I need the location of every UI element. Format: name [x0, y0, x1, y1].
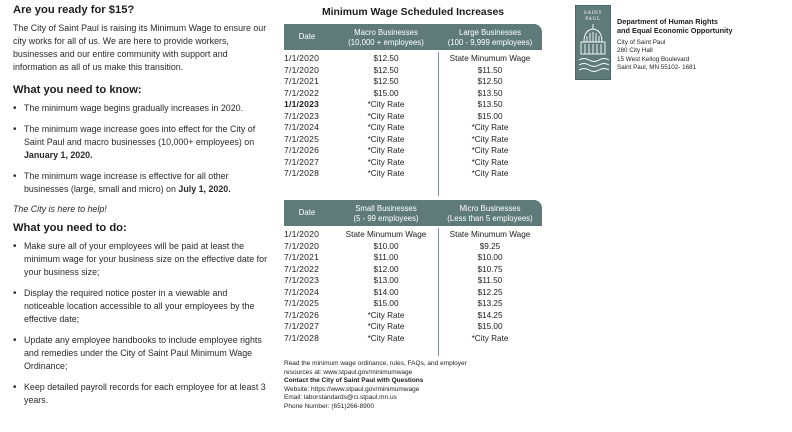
- table-body: [284, 50, 542, 198]
- row-rate: $14.00: [373, 287, 399, 297]
- row-date: 7/1/2020: [284, 240, 320, 251]
- row-rate: $11.50: [477, 65, 503, 75]
- row-rate: *City Rate: [471, 134, 509, 144]
- notes-line: Read the minimum wage ordinance, rules, FAQs, and employer: [284, 360, 467, 367]
- table-row: [284, 264, 542, 276]
- table-row: [284, 65, 542, 77]
- notes-line: resources at: www.stpaul.gov/minimumwage: [284, 368, 413, 376]
- know-item: • The minimum wage begins gradually increases in 2020.: [13, 102, 269, 115]
- notes-contact-heading: Contact the City of Saint Paul with Questions: [284, 377, 424, 385]
- heading-know: What you need to know:: [13, 84, 142, 96]
- row-date: 7/1/2027: [284, 321, 320, 331]
- row-rate: $9.25: [479, 241, 501, 251]
- row-rate: $13.50: [477, 88, 503, 98]
- department-info: [617, 17, 787, 73]
- resource-notes: [284, 360, 542, 412]
- row-date: 7/1/2025: [284, 133, 320, 144]
- row-rate: *City Rate: [367, 333, 405, 343]
- row-rate: $15.00: [477, 322, 503, 331]
- svg-text:PAUL: PAUL: [585, 16, 601, 22]
- row-rate: *City Rate: [471, 123, 509, 132]
- table-row: [284, 157, 542, 169]
- row-rate: *City Rate: [471, 157, 509, 167]
- table-row: [284, 229, 542, 241]
- row-date: 7/1/2023: [284, 110, 320, 121]
- row-date: 7/1/2025: [284, 298, 320, 308]
- table-row: [284, 76, 542, 88]
- todo-item: • Make sure all of your employees will be paid at least the minimum wage for your business size on the effective date for your business size;: [13, 240, 269, 279]
- row-date: 7/1/2028: [284, 332, 320, 343]
- heading-ready: Are you ready for $15?: [13, 4, 135, 16]
- row-date: 7/1/2027: [284, 156, 320, 167]
- row-rate: $14.25: [477, 310, 503, 320]
- row-rate: *City Rate: [367, 111, 405, 121]
- row-rate: $13.00: [373, 276, 399, 285]
- table-row: [284, 111, 542, 123]
- row-rate: *City Rate: [471, 333, 509, 343]
- header-date: Date: [298, 32, 316, 41]
- table-row: [284, 333, 542, 345]
- row-date: 7/1/2026: [284, 145, 320, 155]
- table-row: [284, 287, 542, 299]
- notes-phone: Phone Number: (651)266-8900: [284, 402, 374, 410]
- table-row: [284, 310, 542, 322]
- table-row: [284, 145, 542, 157]
- row-date: 7/1/2021: [284, 252, 320, 262]
- row-date: 1/1/2023: [284, 99, 320, 109]
- row-rate: *City Rate: [367, 146, 405, 155]
- table-row: [284, 88, 542, 100]
- table-row: [284, 99, 542, 111]
- row-rate: *City Rate: [367, 157, 405, 167]
- table-row: [284, 241, 542, 253]
- table-row: [284, 252, 542, 264]
- table-body: [284, 226, 542, 358]
- row-rate: *City Rate: [471, 146, 509, 155]
- table-row: [284, 168, 542, 180]
- row-rate: $12.50: [373, 65, 399, 75]
- row-date: 1/1/2020: [284, 229, 320, 239]
- schedule-title: Minimum Wage Scheduled Increases: [321, 7, 505, 18]
- know-item: • The minimum wage increase goes into effect for the City of Saint Paul and macro businesses (10,000+ employees) on January 1, 2020.: [13, 123, 269, 162]
- row-rate: *City Rate: [367, 100, 405, 109]
- todo-item: • Update any employee handbooks to include employee rights and remedies under the City of Saint Paul Minimum Wage Ordinance;: [13, 334, 269, 373]
- table-row: [284, 122, 542, 134]
- row-rate: $15.00: [373, 88, 399, 98]
- saint-paul-logo: [575, 5, 611, 80]
- row-rate: *City Rate: [367, 123, 405, 132]
- row-date: 7/1/2024: [284, 286, 320, 297]
- row-rate: $10.00: [477, 253, 503, 262]
- row-date: 7/1/2028: [284, 168, 320, 178]
- row-rate: $15.00: [477, 111, 503, 121]
- row-rate: State Minumum Wage: [449, 230, 531, 239]
- row-rate: $12.50: [373, 77, 399, 86]
- row-date: 7/1/2021: [284, 76, 320, 86]
- intro-paragraph: The City of Saint Paul is raising its Minimum Wage to ensure our city works for all of us. We are here to provide workers, businesses and our entire community with support and information as all of us make this transition.: [13, 23, 267, 72]
- notes-website: Website: https://www.stpaul.gov/minimumwage: [284, 385, 420, 393]
- notes-email: Email: laborstandards@ci.stpaul.mn.us: [284, 394, 397, 402]
- info-column: [13, 4, 269, 415]
- row-date: 7/1/2024: [284, 122, 320, 132]
- row-rate: $10.75: [477, 264, 503, 274]
- row-rate: *City Rate: [367, 169, 405, 178]
- table-small-micro: [284, 200, 542, 358]
- table-row: [284, 298, 542, 310]
- row-rate: *City Rate: [471, 169, 509, 178]
- row-rate: $12.50: [373, 54, 399, 63]
- table-row: [284, 134, 542, 146]
- schedule-column: [284, 4, 542, 412]
- row-date: 7/1/2020: [284, 64, 320, 75]
- know-item: • The minimum wage increase is effective for all other businesses (large, small and micro) on July 1, 2020.: [13, 170, 269, 196]
- row-date: 7/1/2023: [284, 275, 320, 285]
- table-row: [284, 275, 542, 287]
- svg-text:SAINT: SAINT: [583, 10, 603, 16]
- help-line: The City is here to help!: [13, 204, 107, 214]
- row-rate: $13.50: [477, 100, 503, 109]
- row-rate: $11.00: [373, 253, 399, 262]
- department-address: City of Saint Paul 280 City Hall 15 West Kellog Boulevard Saint Paul, MN 55102- 1681: [617, 39, 697, 72]
- heading-todo: What you need to do:: [13, 222, 127, 234]
- todo-list: [13, 240, 269, 407]
- row-rate: *City Rate: [367, 134, 405, 144]
- row-rate: $11.50: [477, 276, 503, 285]
- header-small: Small Businesses (5 - 99 employees): [353, 204, 419, 223]
- know-list: [13, 102, 269, 196]
- table-header: [284, 24, 542, 50]
- table-header: [284, 200, 542, 226]
- row-rate: $12.25: [477, 287, 503, 297]
- row-date: 7/1/2022: [284, 87, 320, 98]
- header-large: Large Businesses (100 - 9,999 employees): [447, 28, 533, 47]
- table-macro-large: [284, 24, 542, 198]
- row-date: 7/1/2022: [284, 263, 320, 274]
- table-row: [284, 321, 542, 333]
- row-date: 7/1/2026: [284, 309, 320, 320]
- row-date: 1/1/2020: [284, 53, 320, 63]
- row-rate: *City Rate: [367, 310, 405, 320]
- header-macro: Macro Businesses (10,000 + employees): [348, 28, 424, 47]
- row-rate: $12.00: [373, 264, 399, 274]
- capitol-dome-icon: [576, 6, 610, 79]
- todo-item: • Keep detailed payroll records for each employee for at least 3 years.: [13, 381, 269, 407]
- row-rate: $10.00: [373, 241, 399, 251]
- row-rate: *City Rate: [367, 322, 405, 331]
- header-date: Date: [298, 208, 316, 217]
- row-rate: State Minumum Wage: [345, 230, 427, 239]
- row-rate: $15.00: [373, 299, 399, 308]
- row-rate: State Minumum Wage: [449, 54, 531, 63]
- header-micro: Micro Businesses (Less than 5 employees): [447, 204, 533, 223]
- row-rate: $12.50: [477, 77, 503, 86]
- department-name: Department of Human Rights: [617, 17, 718, 26]
- row-rate: $13.25: [477, 299, 503, 308]
- todo-item: • Display the required notice poster in a viewable and noticeable location accessible to all your employees by the effective date;: [13, 287, 269, 326]
- department-name-line2: and Equal Economic Opportunity: [617, 26, 733, 35]
- table-row: [284, 53, 542, 65]
